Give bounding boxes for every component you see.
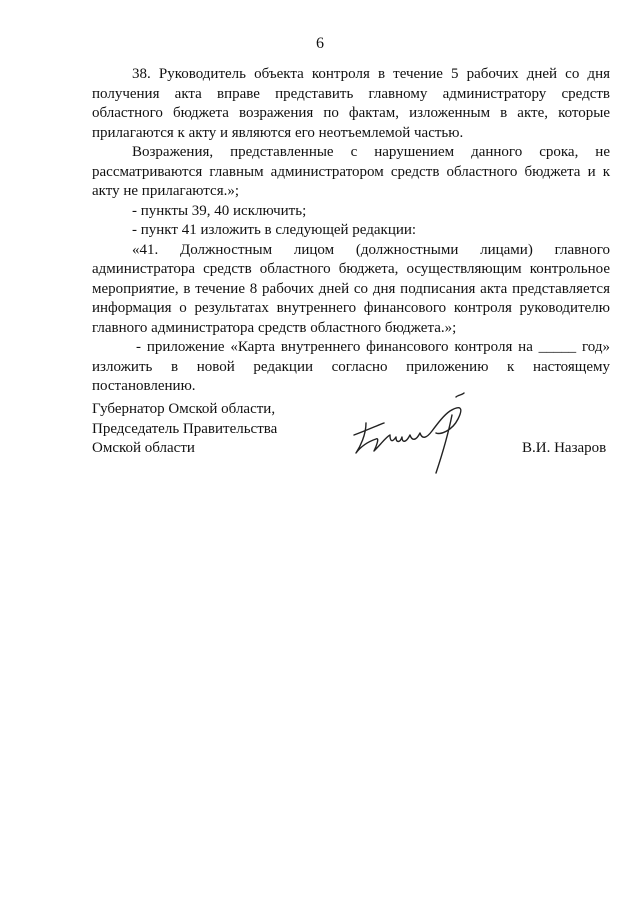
paragraph-38: 38. Руководитель объекта контроля в течение 5 рабочих дней со дня получения акта вправе представить главному администратору средств областного бюджета возражения по фактам, изложенным в акте, которые прилагаются к акту и являются его неотъемлемой частью.: [92, 66, 610, 141]
paragraph-item-41-intro: - пункт 41 изложить в следующей редакции:: [132, 222, 417, 238]
signatory-title-line: Председатель Правительства: [92, 420, 278, 437]
paragraph-objections: Возражения, представленные с нарушением данного срока, не рассматриваются главным администратором средств областного бюджета и к акту не прилагаются.»;: [92, 144, 610, 199]
signatory-title: [92, 400, 352, 459]
signatory-title-line: Губернатор Омской области,: [92, 401, 276, 417]
handwritten-signature: [340, 385, 490, 475]
paragraph-41: «41. Должностным лицом (должностными лицами) главного администратора средств областного бюджета, осуществляющим контрольное мероприятие, в течение 8 рабочих дней со дня подписания акта представляется информация о результатах внутреннего финансового контроля руководителю главного администратора средств областного бюджета.»;: [92, 241, 610, 336]
paragraph-exclude-items: - пункты 39, 40 исключить;: [132, 202, 307, 219]
signatory-title-line: Омской области: [92, 440, 195, 456]
document-body: [92, 65, 610, 397]
page-number: 6: [316, 35, 324, 52]
signatory-name: В.И. Назаров: [522, 440, 607, 456]
paragraph-appendix: - приложение «Карта внутреннего финансового контроля на _____ год» изложить в новой редакции согласно приложению к настоящему постановлению.: [92, 339, 610, 394]
